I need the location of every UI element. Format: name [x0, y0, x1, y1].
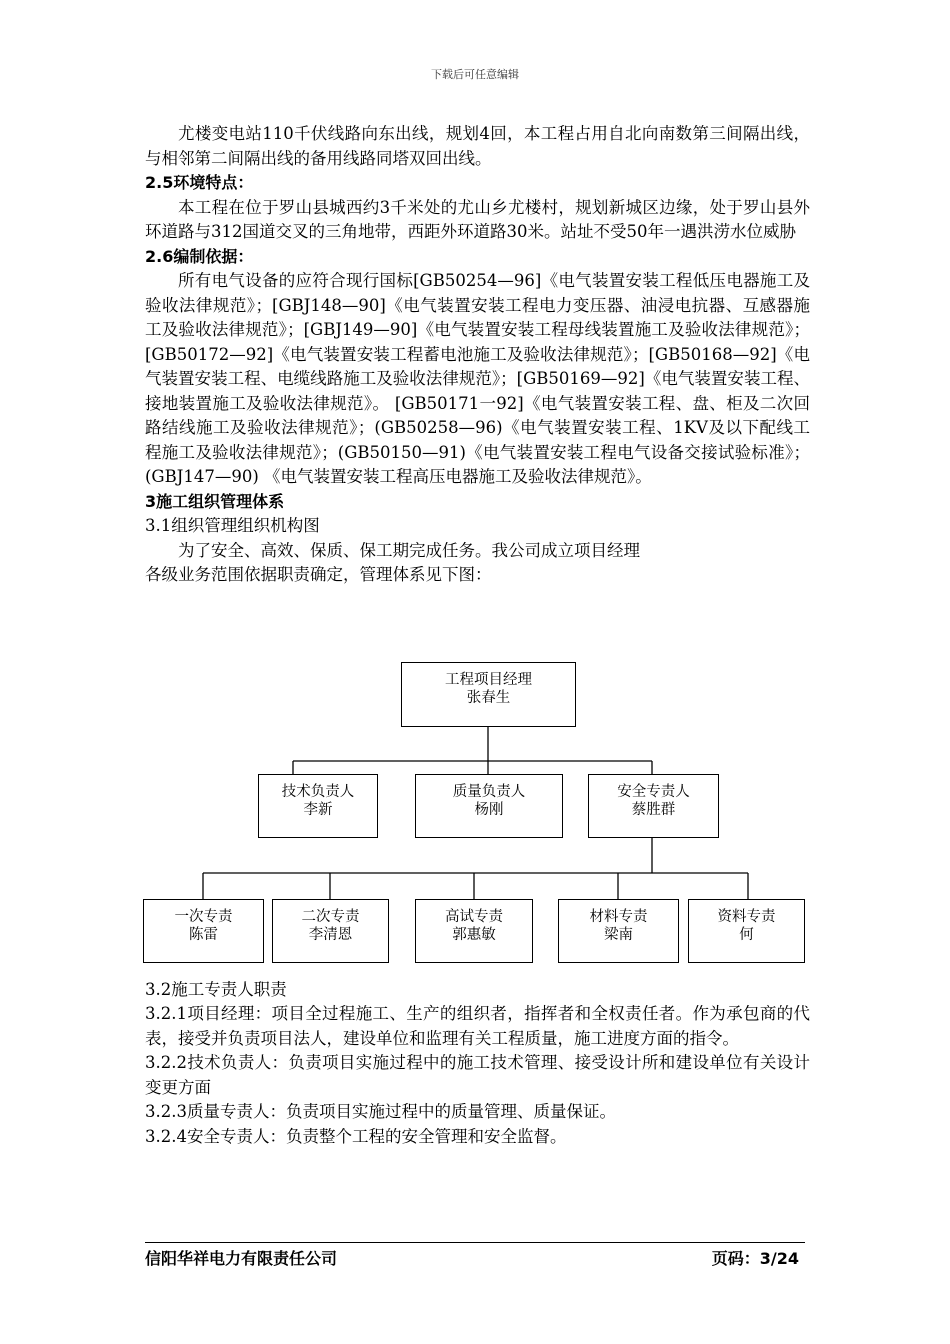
document-body [145, 122, 810, 1149]
heading-2-5: 2.5环境特点： [145, 173, 254, 192]
heading-3-1: 3.1组织管理组织机构图 [145, 516, 320, 535]
header-note: 下载后可任意编辑 [431, 68, 519, 81]
paragraph-org-intro-b: 各级业务范围依据职责确定，管理体系见下图： [145, 565, 492, 584]
paragraph-org-intro-a: 为了安全、高效、保质、保工期完成任务。我公司成立项目经理 [178, 540, 640, 560]
paragraph-environment: 本工程在位于罗山县城西约3千米处的尤山乡尤楼村，规划新城区边缘，处于罗山县外环道路与312国道交叉的三角地带，西距外环道路30米。站址不受50年一遇洪涝水位威胁 [145, 197, 810, 241]
paragraph-tech-lead-duty: 3.2.2技术负责人：负责项目实施过程中的施工技术管理、接受设计所和建设单位有关设计变更方面 [145, 1053, 810, 1097]
org-name: 李清恩 [308, 927, 353, 943]
org-role: 资料专责 [717, 909, 776, 925]
org-name: 李新 [303, 802, 333, 818]
org-name: 杨刚 [474, 802, 504, 818]
org-role: 材料专责 [589, 909, 648, 925]
org-role: 工程项目经理 [445, 672, 532, 688]
org-role: 技术负责人 [281, 784, 355, 800]
paragraph-project-manager-duty: 3.2.1项目经理：项目全过程施工、生产的组织者，指挥者和全权责任者。作为承包商的代表，接受并负责项目法人，建设单位和监理有关工程质量，施工进度方面的指令。 [145, 1004, 810, 1048]
org-name: 陈雷 [189, 927, 218, 943]
org-name: 蔡胜群 [631, 802, 676, 818]
org-role: 安全专责人 [617, 784, 690, 800]
paragraph-substation-lines: 尤楼变电站110千伏线路向东出线，规划4回，本工程占用自北向南数第三间隔出线，与相邻第二间隔出线的备用线路同塔双回出线。 [145, 124, 810, 168]
org-name: 何 [739, 927, 754, 943]
footer-divider [145, 1242, 805, 1243]
footer-page-number: 页码：3/24 [711, 1249, 799, 1268]
org-name: 郭惠敏 [452, 927, 496, 943]
paragraph-safety-duty: 3.2.4安全专责人：负责整个工程的安全管理和安全监督。 [145, 1126, 567, 1146]
heading-2-6: 2.6编制依据： [145, 246, 254, 266]
org-name: 梁南 [604, 927, 633, 943]
org-role: 质量负责人 [452, 784, 526, 800]
footer-company: 信阳华祥电力有限责任公司 [145, 1249, 338, 1268]
heading-3-2: 3.2施工专责人职责 [145, 979, 287, 999]
paragraph-quality-duty: 3.2.3质量专责人：负责项目实施过程中的质量管理、质量保证。 [145, 1102, 616, 1121]
org-role: 高试专责 [445, 909, 503, 925]
org-role: 一次专责 [174, 909, 233, 925]
org-role: 二次专责 [301, 909, 360, 925]
org-name: 张春生 [466, 690, 511, 706]
org-chart-space [145, 588, 810, 978]
heading-3: 3施工组织管理体系 [145, 491, 285, 511]
paragraph-standards: 所有电气设备的应符合现行国标[GB50254—96]《电气装置安装工程低压电器施工及验收法律规范》；[GBJ148—90]《电气装置安装工程电力变压器、油浸电抗器、互感器施工及验收法律规范》；[GBJ149—90]《电气装置安装工程母线装置施工及验收法律规范》；[GB50172—92]《电气装置安装工程蓄电池施工及验收法律规范》；[GB50168—92]《电气装置安装工程、电缆线路施工及验收法律规范》；[GB50169—92]《电气装置安装工程、接地装置施工及验收法律规范》。 [GB50171一92]《电气装置安装工程、盘、柜及二次回路结线施工及验收法律规范》；(GB50258—96)《电气装置安装工程、1KV及以下配线工程施工及验收法律规范》；(GB50150—91)《电气装置安装工程电气设备交接试验标准》；(GBJ147—90) 《电气装置安装工程高压电器施工及验收法律规范》。 [145, 271, 810, 486]
